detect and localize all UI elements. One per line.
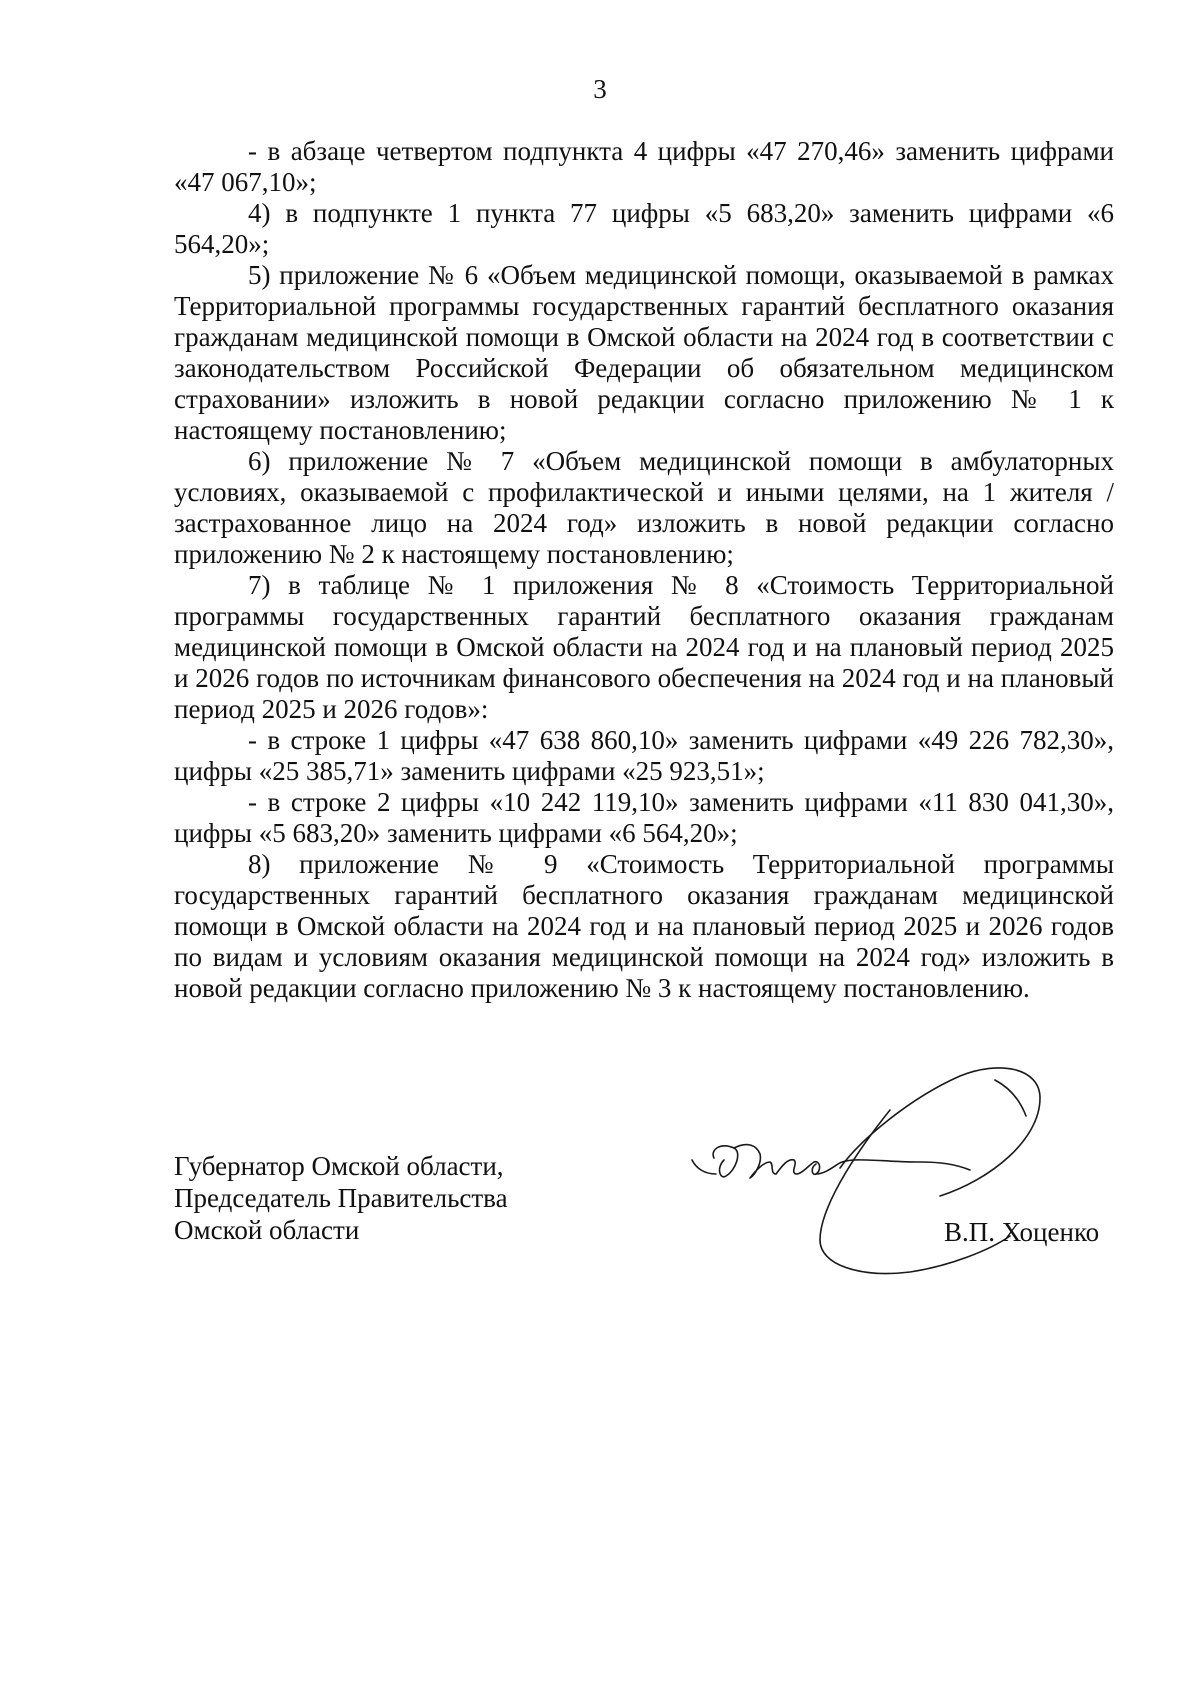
paragraph-item-7: 7) в таблице № 1 приложения № 8 «Стоимость Территориальной программы государственных гарантий бесплатного оказания гражданам медицинской помощи в Омской области на 2024 год и на плановый период 2025 и 2026 годов по источникам финансового обеспечения на 2024 год и на плановый период 2025 и 2026 годов»:: [174, 570, 1114, 724]
paragraph-item-4: 4) в подпункте 1 пункта 77 цифры «5 683,20» заменить цифрами «6 564,20»;: [174, 198, 1114, 259]
paragraph-subitem-4-indent-4: - в абзаце четвертом подпункта 4 цифры «47 270,46» заменить цифрами «47 067,10»;: [174, 136, 1114, 197]
paragraph-row-1: - в строке 1 цифры «47 638 860,10» заменить цифрами «49 226 782,30», цифры «25 385,71» заменить цифрами «25 923,51»;: [174, 725, 1114, 786]
paragraph-row-2: - в строке 2 цифры «10 242 119,10» заменить цифрами «11 830 041,30», цифры «5 683,20» заменить цифрами «6 564,20»;: [174, 787, 1114, 848]
paragraph-item-5: 5) приложение № 6 «Объем медицинской помощи, оказываемой в рамках Территориальной программы государственных гарантий бесплатного оказания гражданам медицинской помощи в Омской области на 2024 год в соответствии с законодательством Российской Федерации об обязательном медицинском страховании» изложить в новой редакции согласно приложению № 1 к настоящему постановлению;: [174, 260, 1114, 445]
handwritten-signature: [690, 1050, 1090, 1300]
signatory-title-line-1: Губернатор Омской области,: [174, 1151, 504, 1181]
document-body: [174, 136, 1114, 1004]
signatory-title-line-3: Омской области: [174, 1215, 360, 1245]
signatory-title: [174, 1150, 534, 1246]
paragraph-item-8: 8) приложение № 9 «Стоимость Территориальной программы государственных гарантий бесплатного оказания гражданам медицинской помощи в Омской области на 2024 год и на плановый период 2025 и 2026 годов по видам и условиям оказания медицинской помощи на 2024 год» изложить в новой редакции согласно приложению № 3 к настоящему постановлению.: [174, 849, 1114, 1003]
signer-name: В.П. Хоценко: [944, 1217, 1100, 1247]
paragraph-item-6: 6) приложение № 7 «Объем медицинской помощи в амбулаторных условиях, оказываемой с профилактической и иными целями, на 1 жителя / застрахованное лицо на 2024 год» изложить в новой редакции согласно приложению № 2 к настоящему постановлению;: [174, 446, 1114, 569]
signatory-title-line-2: Председатель Правительства: [174, 1183, 508, 1213]
page-number: 3: [593, 74, 607, 104]
